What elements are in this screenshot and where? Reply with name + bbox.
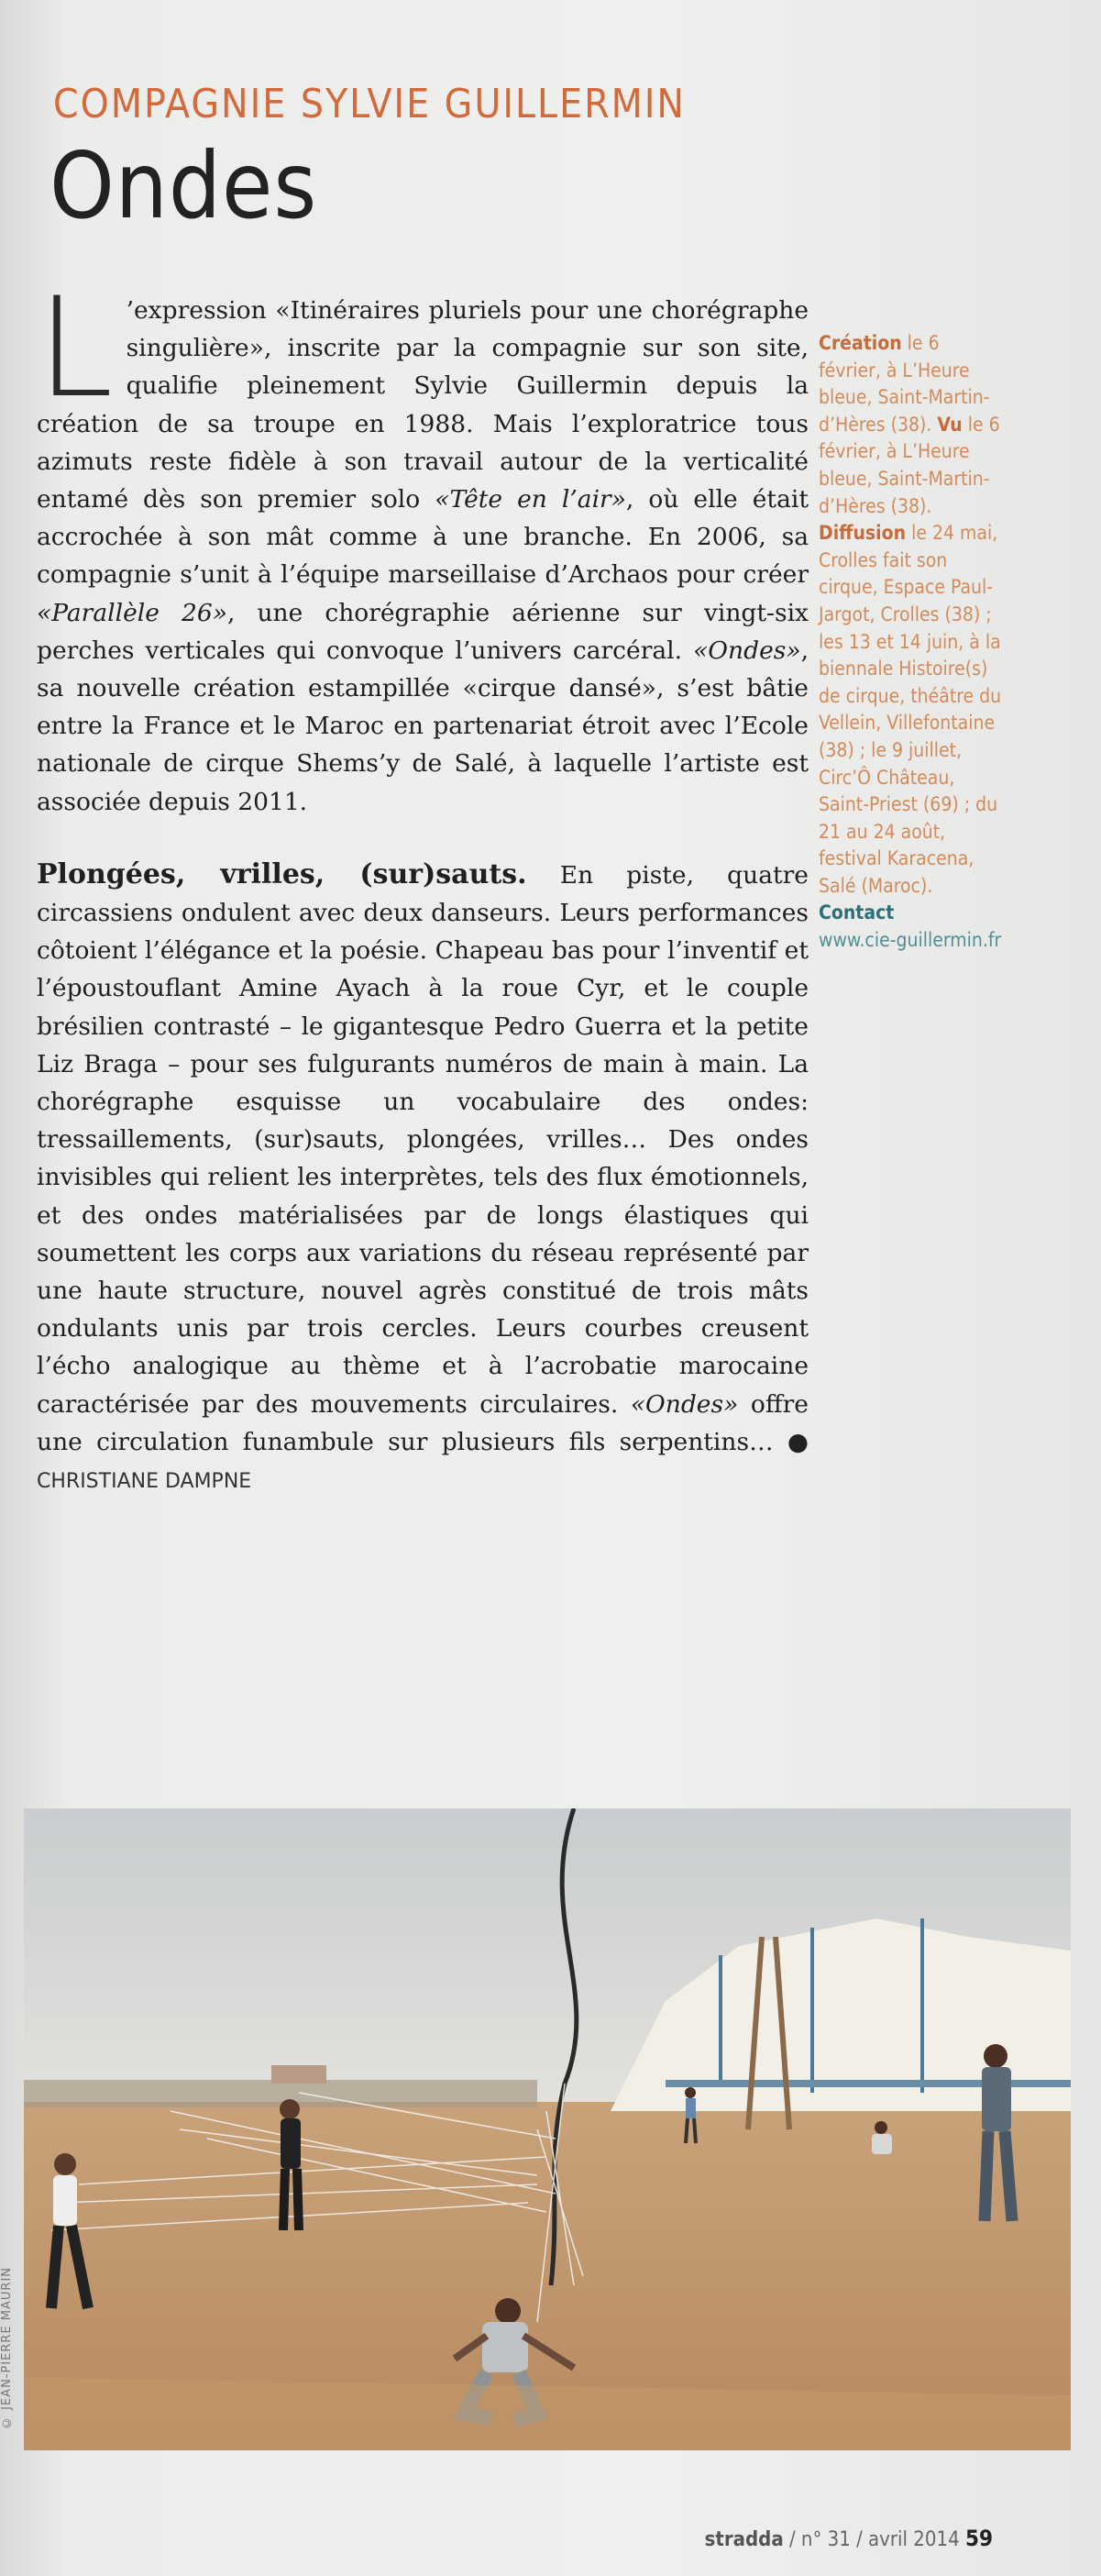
vu-label: Vu <box>937 413 963 436</box>
photo-illustration <box>24 1808 1071 2450</box>
page-footer <box>705 2526 993 2551</box>
author-byline: CHRISTIANE DAMPNE <box>37 1470 252 1494</box>
issue-info: / n° 31 / avril 2014 <box>783 2528 965 2551</box>
text-run: ’expression «Itinéraires pluriels pour une chorégraphe singulière», inscrite par la compagnie sur son site, qualifie pleinement Sylvie Guillermin depuis la création de sa troupe en 1988. Mais l’exploratrice tous azimuts reste fidèle à son travail autour de la verticalité entamé dès son premier solo <box>37 296 809 514</box>
distant-building <box>271 2065 326 2084</box>
article-title: Ondes <box>50 132 318 239</box>
text-run: , sa nouvelle création estampillée «cirque dansé», s’est bâtie entre la France et le Maroc en partenariat étroit avec l’Ecole nationale de cirque Shems’y de Salé, à laquelle l’artiste est associée depuis 2011. <box>37 636 809 816</box>
diffusion-text: le 24 mai, Crolles fait son cirque, Espace Paul-Jargot, Crolles (38) ; les 13 et 14 juin, à la biennale Histoire(s) de cirque, théâtre du Vellein, Villefontaine (38) ; le 9 juillet, Circ’Ô Château, Saint-Priest (69) ; du 21 au 24 août, festival Karacena, Salé (Maroc). <box>819 522 1002 897</box>
vu-text: le 6 février, à L’Heure bleue, Saint-Martin-d’Hères (38). <box>819 413 1000 517</box>
drop-cap: L <box>37 269 114 428</box>
bullet-icon: ● <box>787 1427 809 1456</box>
show-title: «Ondes» <box>693 636 801 665</box>
show-title: «Tête en l’air» <box>435 485 626 514</box>
text-run: , une chorégraphie aérienne sur vingt-six perches verticales qui convoque l’univers carcéral. <box>37 598 809 665</box>
text-run: En piste, quatre circassiens ondulent avec deux danseurs. Leurs performances côtoient l’élégance et la poésie. Chapeau bas pour l’inventif et l’époustouflant Amine Ayach à la roue Cyr, et le couple brésilien contrasté – le gigantesque Pedro Guerra et la petite Liz Braga – pour ses fulgurants numéros de main à main. La chorégraphe esquisse un vocabulaire des ondes: tressaillements, (sur)sauts, plongées, vrilles… Des ondes invisibles qui relient les interprètes, tels des flux émotionnels, et des ondes matérialisées par de longs élastiques qui soumettent les corps aux variations du réseau représenté par une haute structure, nouvel agrès constitué de trois mâts ondulants unis par trois cercles. Leurs courbes creusent l’écho analogique au thème et à l’acrobatie marocaine caractérisée par des mouvements circulaires. <box>37 860 809 1419</box>
info-sidebar <box>819 330 1007 955</box>
magazine-name: stradda <box>704 2528 784 2551</box>
company-kicker: COMPAGNIE SYLVIE GUILLERMIN <box>53 81 687 127</box>
page-number: 59 <box>964 2526 993 2551</box>
subheading: Plongées, vrilles, (sur)sauts. <box>37 857 527 890</box>
diffusion-label: Diffusion <box>819 522 907 545</box>
paragraph-intro <box>37 269 809 821</box>
creation-text: le 6 février, à L’Heure bleue, Saint-Martin-d’Hères (38). <box>819 332 990 436</box>
show-title: «Ondes» <box>630 1389 739 1419</box>
contact-link[interactable]: www.cie-guillermin.fr <box>819 929 1002 952</box>
performance-photo <box>24 1808 1071 2450</box>
creation-label: Création <box>819 332 902 354</box>
text-run: offre une circulation funambule sur plusieurs fils serpentins… <box>37 1389 809 1456</box>
article-body <box>37 269 809 1500</box>
show-title: «Parallèle 26» <box>37 598 227 627</box>
paragraph-review <box>37 856 809 1500</box>
contact-label: Contact <box>819 901 895 924</box>
photo-credit: © JEAN-PIERRE MAURIN <box>0 2266 14 2429</box>
text-run: , où elle était accrochée à son mât comme à une branche. En 2006, sa compagnie s’unit à l’équipe marseillaise d’Archaos pour créer <box>37 485 809 590</box>
distant-buildings <box>24 2080 537 2107</box>
